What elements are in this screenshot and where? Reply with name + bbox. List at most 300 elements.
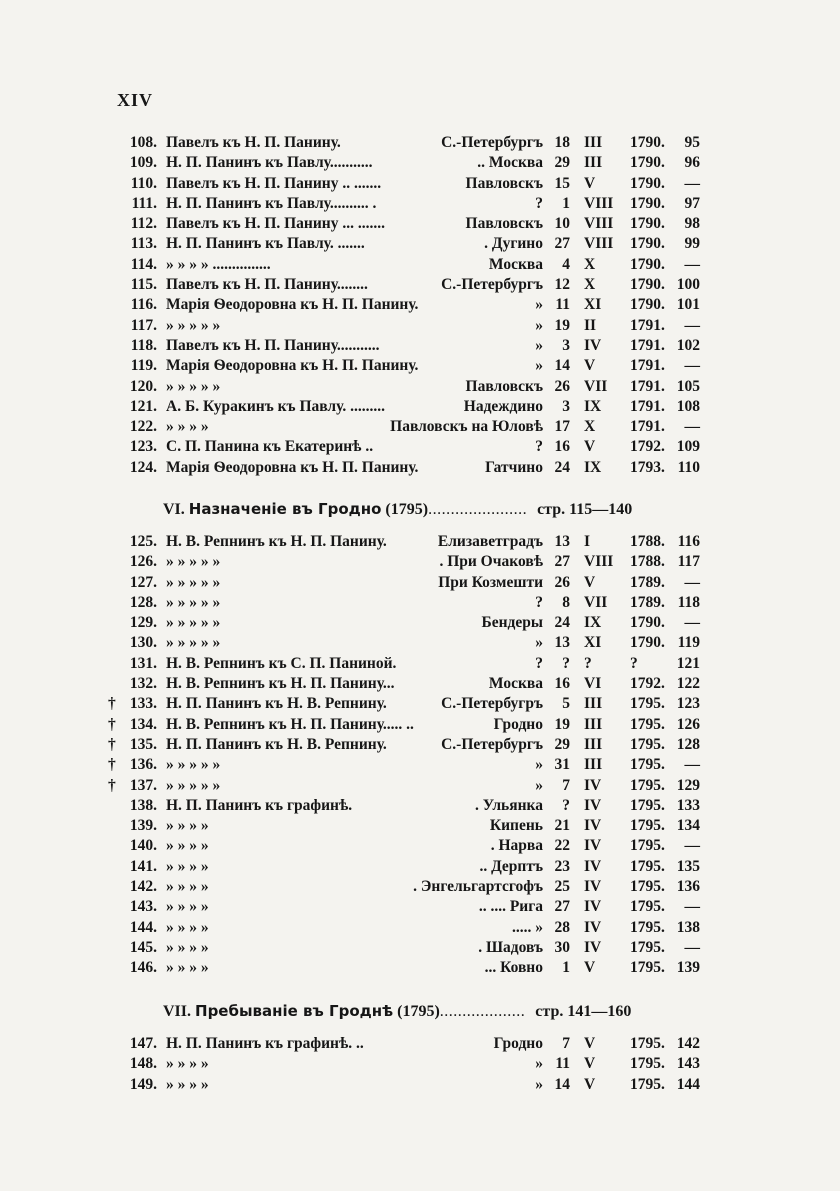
section-year: (1795) (385, 501, 429, 518)
letter-entry-row (0, 153, 840, 173)
page-ref: — (684, 614, 700, 632)
entry-number: 148. (129, 1055, 157, 1073)
page-ref: — (684, 255, 700, 273)
date-year: 1795. (630, 878, 665, 896)
entry-number: 112. (130, 215, 157, 233)
dagger-mark: † (108, 735, 116, 753)
page-number: XIV (117, 90, 154, 110)
place-name: Гатчино (485, 458, 543, 476)
correspondents: » » » » » (166, 573, 221, 591)
date-day: 29 (554, 154, 570, 172)
place-name: . При Очаковѣ (439, 553, 543, 571)
letter-entry-row (0, 356, 840, 376)
date-month: IV (584, 918, 602, 936)
entry-number: 149. (129, 1075, 157, 1093)
place-name: Павловскъ (465, 377, 543, 395)
letter-entry-row (0, 796, 840, 816)
letter-entry-row (0, 133, 840, 153)
page-ref: 117 (677, 553, 700, 571)
date-year: 1790. (630, 296, 665, 314)
page-ref: 133 (676, 796, 700, 814)
place-name: ? (535, 438, 543, 456)
date-day: 21 (554, 817, 570, 835)
letter-entry-row (0, 336, 840, 356)
entry-number: 137. (129, 776, 157, 794)
entry-number: 111. (131, 194, 157, 212)
date-year: 1795. (630, 715, 665, 733)
date-month: IX (584, 458, 602, 476)
date-month: X (584, 255, 596, 273)
page-ref: — (684, 837, 700, 855)
date-year: 1791. (630, 418, 665, 436)
place-name: Павловскъ на Юловѣ (390, 418, 543, 436)
correspondents: Н. П. Панинъ къ Павлу. ....... (166, 235, 365, 253)
page-ref: 99 (684, 235, 700, 253)
correspondents: Н. П. Панинъ къ графинѣ. (166, 796, 353, 814)
entry-number: 115. (130, 276, 157, 294)
date-year: 1795. (630, 959, 665, 977)
letter-entry-row (0, 776, 840, 796)
date-day: 10 (554, 215, 570, 233)
correspondents: Павелъ къ Н. П. Панину .. ....... (166, 174, 382, 192)
date-month: XI (584, 296, 602, 314)
entry-number: 110. (130, 174, 157, 192)
date-month: VII (584, 593, 608, 611)
entry-number: 138. (129, 796, 157, 814)
date-month: III (584, 134, 603, 151)
date-year: 1795. (630, 776, 665, 794)
date-day: 19 (554, 715, 570, 733)
date-year: 1791. (630, 316, 665, 334)
date-month: V (584, 174, 596, 192)
date-day: 7 (562, 776, 570, 794)
date-year: 1791. (630, 397, 665, 415)
entry-number: 108. (129, 134, 157, 151)
correspondents: Марія Ѳеодоровна къ Н. П. Панину. (166, 458, 419, 476)
page-ref: 122 (676, 675, 700, 693)
date-month: III (584, 715, 603, 733)
place-name: Москва (488, 255, 543, 273)
page-ref: 143 (676, 1055, 700, 1073)
date-month: VIII (584, 235, 614, 253)
entry-number: 143. (129, 898, 157, 916)
correspondents: А. Б. Куракинъ къ Павлу. ......... (166, 397, 385, 415)
place-name: . Ульянка (474, 796, 543, 814)
place-name: Елизаветградъ (437, 533, 543, 550)
date-year: 1790. (630, 154, 665, 172)
date-day: 19 (554, 316, 570, 334)
correspondents: Павелъ къ Н. П. Панину........ (166, 276, 368, 294)
date-month: III (584, 735, 603, 753)
place-name: ? (535, 194, 543, 212)
date-month: III (584, 154, 603, 172)
date-year: 1795. (630, 735, 665, 753)
place-name: » (535, 296, 543, 314)
letter-entry-row (0, 593, 840, 613)
entry-number: 109. (129, 154, 157, 172)
date-day: 3 (562, 397, 570, 415)
letters-list-part3 (0, 1034, 840, 1095)
date-month: IV (584, 857, 602, 875)
letters-list-part2 (0, 532, 840, 979)
correspondents: » » » » » (166, 614, 221, 632)
date-month: ? (584, 654, 592, 672)
date-day: 25 (554, 878, 570, 896)
correspondents: Марія Ѳеодоровна къ Н. П. Панину. (166, 296, 419, 314)
date-month: IV (584, 878, 602, 896)
date-month: VIII (584, 215, 614, 233)
page-ref: 100 (676, 276, 700, 294)
letter-entry-row (0, 214, 840, 234)
correspondents: » » » » (166, 817, 209, 835)
date-day: 8 (562, 593, 570, 611)
section-title: Назначеніе въ Гродно (188, 500, 382, 518)
date-year: 1795. (630, 1035, 665, 1052)
entry-number: 114. (130, 255, 157, 273)
page-ref: 105 (676, 377, 700, 395)
letter-entry-row (0, 857, 840, 877)
correspondents: » » » » » (166, 756, 221, 774)
date-day: 29 (554, 735, 570, 753)
correspondents: » » » » (166, 1055, 209, 1073)
letter-entry-row (0, 897, 840, 917)
date-year: 1791. (630, 336, 665, 354)
dagger-mark: † (108, 776, 116, 794)
page-ref: 109 (676, 438, 700, 456)
date-year: 1795. (630, 857, 665, 875)
date-month: IV (584, 938, 602, 956)
date-day: 22 (554, 837, 570, 855)
page-ref: 136 (676, 878, 700, 896)
letter-entry-row (0, 613, 840, 633)
letter-entry-row (0, 377, 840, 397)
page-ref: 102 (676, 336, 700, 354)
correspondents: Марія Ѳеодоровна къ Н. П. Панину. (166, 357, 419, 375)
date-year: 1792. (630, 438, 665, 456)
date-year: 1795. (630, 695, 665, 713)
entry-number: 135. (129, 735, 157, 753)
date-month: V (584, 357, 596, 375)
date-month: VI (584, 675, 602, 693)
page-ref: — (684, 938, 700, 956)
date-day: 11 (555, 1055, 570, 1073)
entry-number: 132. (129, 675, 157, 693)
dagger-mark: † (108, 695, 116, 713)
correspondents: » » » » (166, 837, 209, 855)
date-month: V (584, 959, 596, 977)
date-year: 1795. (630, 796, 665, 814)
section-number: VI. (163, 501, 185, 518)
date-day: 1 (562, 194, 570, 212)
correspondents: » » » » » (166, 377, 221, 395)
page-ref: 121 (676, 654, 700, 672)
letter-entry-row (0, 958, 840, 978)
entry-number: 141. (129, 857, 157, 875)
section-heading-vi (163, 500, 632, 519)
entry-number: 113. (130, 235, 157, 253)
place-name: Надеждино (463, 397, 543, 415)
entry-number: 127. (129, 573, 157, 591)
date-month: IX (584, 614, 602, 632)
place-name: .. Дерптъ (479, 857, 543, 875)
correspondents: » » » » » (166, 553, 221, 571)
correspondents: » » » » (166, 857, 209, 875)
section-page-range: стр. 115—140 (537, 501, 633, 518)
date-year: 1790. (630, 614, 665, 632)
date-day: 12 (554, 276, 570, 294)
date-day: 15 (554, 174, 570, 192)
page-ref: 142 (676, 1035, 700, 1052)
date-year: 1790. (630, 255, 665, 273)
letter-entry-row (0, 816, 840, 836)
letter-entry-row (0, 1054, 840, 1074)
place-name: » (535, 1075, 543, 1093)
section-leader-dots: ................... (439, 1003, 526, 1020)
date-day: 14 (554, 357, 570, 375)
date-year: 1790. (630, 276, 665, 294)
correspondents: Н. В. Репнинъ къ Н. П. Панину. (166, 533, 387, 550)
place-name: С.-Петербургъ (441, 134, 543, 151)
date-day: 26 (554, 573, 570, 591)
place-name: С.-Петербургъ (441, 276, 543, 294)
date-year: 1795. (630, 938, 665, 956)
date-year: 1789. (630, 573, 665, 591)
correspondents: Н. П. Панинъ къ Н. В. Репнину. (166, 735, 387, 753)
entry-number: 116. (130, 296, 157, 314)
entry-number: 122. (129, 418, 157, 436)
date-day: 13 (554, 634, 570, 652)
page-ref: — (684, 174, 700, 192)
dagger-mark: † (108, 715, 116, 733)
entry-number: 121. (129, 397, 157, 415)
entry-number: 125. (129, 533, 157, 550)
place-name: . Нарва (490, 837, 543, 855)
entry-number: 124. (129, 458, 157, 476)
page-ref: 144 (676, 1075, 700, 1093)
date-month: IV (584, 776, 602, 794)
page-ref: — (684, 573, 700, 591)
letter-entry-row (0, 938, 840, 958)
date-day: 27 (554, 898, 570, 916)
date-day: 14 (554, 1075, 570, 1093)
letter-entry-row (0, 194, 840, 214)
page-ref: 129 (676, 776, 700, 794)
date-day: 31 (554, 756, 570, 774)
section-number: VII. (163, 1003, 192, 1020)
date-year: 1795. (630, 817, 665, 835)
page-ref: — (684, 357, 700, 375)
date-day: ? (562, 796, 570, 814)
page-ref: 97 (684, 194, 700, 212)
letter-entry-row (0, 437, 840, 457)
entry-number: 134. (129, 715, 157, 733)
correspondents: » » » » » (166, 776, 221, 794)
entry-number: 136. (129, 756, 157, 774)
letter-entry-row (0, 552, 840, 572)
place-name: С.-Петербугръ (441, 695, 543, 713)
date-day: 5 (562, 695, 570, 713)
correspondents: » » » » ............... (166, 255, 271, 273)
page-ref: 135 (676, 857, 700, 875)
letter-entry-row (0, 1075, 840, 1095)
date-month: V (584, 1035, 596, 1052)
page-ref: 95 (684, 134, 700, 151)
date-year: 1788. (630, 553, 665, 571)
page-ref: 96 (684, 154, 700, 172)
page-ref: — (684, 898, 700, 916)
entry-number: 145. (129, 938, 157, 956)
date-month: X (584, 418, 596, 436)
date-month: V (584, 1075, 596, 1093)
date-year: 1791. (630, 357, 665, 375)
correspondents: Н. П. Панинъ къ Н. В. Репнину. (166, 695, 387, 713)
section-year: (1795) (397, 1003, 440, 1020)
place-name: Гродно (493, 715, 543, 733)
section-leader-dots: ...................... (428, 501, 528, 518)
date-month: IV (584, 837, 602, 855)
letter-entry-row (0, 417, 840, 437)
letter-entry-row (0, 532, 840, 552)
date-year: 1788. (630, 533, 665, 550)
page-ref: 110 (677, 458, 700, 476)
date-day: 27 (554, 553, 570, 571)
correspondents: Н. В. Репнинъ къ Н. П. Панину... (166, 675, 395, 693)
page-ref: 108 (676, 397, 700, 415)
page-ref: 139 (676, 959, 700, 977)
date-day: 3 (562, 336, 570, 354)
place-name: Павловскъ (465, 174, 543, 192)
date-year: 1790. (630, 634, 665, 652)
correspondents: » » » » (166, 918, 209, 936)
letter-entry-row (0, 735, 840, 755)
correspondents: С. П. Панина къ Екатеринѣ .. (166, 438, 374, 456)
place-name: » (535, 357, 543, 375)
letter-entry-row (0, 397, 840, 417)
entry-number: 119. (130, 357, 157, 375)
letter-entry-row (0, 633, 840, 653)
place-name: » (535, 316, 543, 334)
page-ref: 101 (676, 296, 700, 314)
correspondents: » » » » (166, 878, 209, 896)
correspondents: » » » » (166, 959, 209, 977)
date-month: V (584, 573, 596, 591)
date-year: 1795. (630, 1055, 665, 1073)
date-month: IV (584, 796, 602, 814)
entry-number: 144. (129, 918, 157, 936)
place-name: Москва (488, 675, 543, 693)
date-year: 1790. (630, 174, 665, 192)
entry-number: 129. (129, 614, 157, 632)
place-name: ? (535, 654, 543, 672)
correspondents: Павелъ къ Н. П. Панину ... ....... (166, 215, 385, 233)
page-ref: 123 (676, 695, 700, 713)
date-month: II (584, 316, 597, 334)
entry-number: 146. (129, 959, 157, 977)
page-ref: 116 (677, 533, 700, 550)
place-name: Кипень (489, 817, 543, 835)
place-name: При Козмешти (438, 573, 543, 591)
letter-entry-row (0, 674, 840, 694)
entry-number: 128. (129, 593, 157, 611)
date-year: 1790. (630, 134, 665, 151)
date-day: 16 (554, 675, 570, 693)
place-name: Бендеры (481, 614, 543, 632)
section-title: Пребываніе въ Гроднѣ (195, 1002, 394, 1020)
date-year: 1790. (630, 215, 665, 233)
correspondents: » » » » » (166, 593, 221, 611)
entry-number: 139. (129, 817, 157, 835)
page-ref: 118 (677, 593, 700, 611)
place-name: .. Москва (477, 154, 543, 172)
place-name: . Энгельгартсгофъ (413, 878, 543, 896)
date-year: 1795. (630, 837, 665, 855)
date-day: 27 (554, 235, 570, 253)
date-month: IX (584, 397, 602, 415)
entry-number: 120. (129, 377, 157, 395)
entry-number: 117. (130, 316, 157, 334)
entry-number: 123. (129, 438, 157, 456)
correspondents: » » » » (166, 898, 209, 916)
correspondents: » » » » (166, 938, 209, 956)
page-ref: 126 (676, 715, 700, 733)
correspondents: Н. В. Репнинъ къ Н. П. Панину..... .. (166, 715, 414, 733)
page-ref: — (684, 316, 700, 334)
correspondents: Н. П. Панинъ къ графинѣ. .. (166, 1035, 364, 1052)
place-name: Гродно (493, 1035, 543, 1052)
place-name: » (535, 776, 543, 794)
entry-number: 142. (129, 878, 157, 896)
date-day: 24 (554, 458, 570, 476)
letter-entry-row (0, 836, 840, 856)
date-day: 11 (555, 296, 570, 314)
letter-entry-row (0, 694, 840, 714)
date-month: X (584, 276, 596, 294)
letter-entry-row (0, 877, 840, 897)
date-day: 30 (554, 938, 570, 956)
date-month: IV (584, 817, 602, 835)
correspondents: » » » » (166, 418, 209, 436)
date-day: 26 (554, 377, 570, 395)
letter-entry-row (0, 654, 840, 674)
section-page-range: стр. 141—160 (535, 1003, 632, 1020)
date-day: 13 (554, 533, 570, 550)
date-day: 1 (562, 959, 570, 977)
date-year: 1793. (630, 458, 665, 476)
page-ref: — (684, 418, 700, 436)
place-name: Павловскъ (465, 215, 543, 233)
entry-number: 140. (129, 837, 157, 855)
place-name: С.-Петербургъ (441, 735, 543, 753)
entry-number: 147. (129, 1035, 157, 1052)
place-name: » (535, 756, 543, 774)
place-name: ? (535, 593, 543, 611)
page-ref: 138 (676, 918, 700, 936)
date-year: 1792. (630, 675, 665, 693)
letters-list-part1 (0, 133, 840, 478)
date-day: ? (562, 654, 570, 672)
section-heading-vii (163, 1002, 631, 1021)
correspondents: » » » » (166, 1075, 209, 1093)
dagger-mark: † (108, 756, 116, 774)
letter-entry-row (0, 275, 840, 295)
date-month: VII (584, 377, 608, 395)
date-day: 24 (554, 614, 570, 632)
place-name: .. .... Рига (478, 898, 543, 916)
date-day: 18 (554, 134, 570, 151)
letter-entry-row (0, 316, 840, 336)
date-month: III (584, 695, 603, 713)
correspondents: Павелъ къ Н. П. Панину. (166, 134, 341, 151)
